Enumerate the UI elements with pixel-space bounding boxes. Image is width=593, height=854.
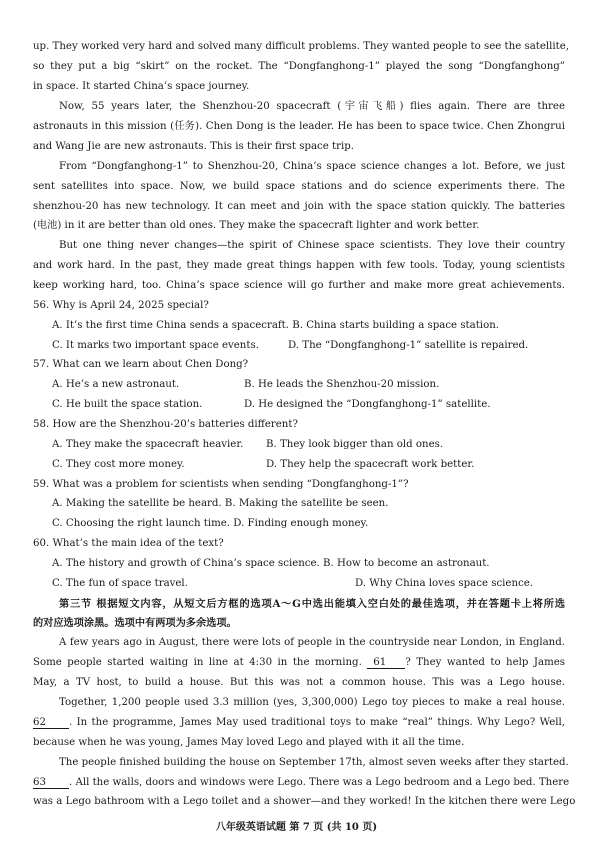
passage-line: Together, 1,200 people used 3.3 million (yes, 3,300,000) Lego toy pieces to make a real house. <box>59 697 565 708</box>
question-57-option-d: D. He designed the “Dongfanghong-1” satellite. <box>244 399 491 410</box>
section-3-instruction-cont: 的对应选项涂黑。选项中有两项为多余选项。 <box>33 617 237 629</box>
passage-line-with-blank <box>33 656 565 670</box>
question-57-option-a: A. He’s a new astronaut. <box>52 379 180 390</box>
passage-line: But one thing never changes—the spirit of Chinese space scientists. They love their country <box>59 240 565 251</box>
passage-line: because when he was young, James May loved Lego and played with it all the time. <box>33 737 465 748</box>
passage-line: astronauts in this mission (任务). Chen Dong is the leader. He has been to space twice. Chen Zhongrui <box>33 121 565 132</box>
question-59-options-ab: A. Making the satellite be heard. B. Making the satellite be seen. <box>52 498 389 509</box>
passage-line: shenzhou-20 has new technology. It can meet and join with the space station quickly. The batteries <box>33 201 565 212</box>
passage-line: keep working hard, too. China’s space science will go further and make more great achievements. <box>33 280 565 291</box>
blank-62: 62 <box>33 717 69 729</box>
passage-line: (电池) in it are better than old ones. They make the spacecraft lighter and work better. <box>33 220 480 231</box>
passage-line: in space. It started China’s space journey. <box>33 81 250 92</box>
question-60: 60. What’s the main idea of the text? <box>33 538 224 549</box>
passage-line: sent satellites into space. Now, we build space stations and do science experiments there. The <box>33 181 565 192</box>
question-60-option-d: D. Why China loves space science. <box>355 578 533 589</box>
passage-line-with-blank <box>33 776 570 790</box>
passage-text: Some people started waiting in line at 4:30 in the morning. <box>33 657 362 668</box>
question-56-option-c: C. It marks two important space events. <box>52 340 259 351</box>
question-58-option-d: D. They help the spacecraft work better. <box>266 459 475 470</box>
passage-line: From “Dongfanghong-1” to Shenzhou-20, China’s space science changes a lot. Before, we just <box>59 161 565 172</box>
passage-text: . In the programme, James May used traditional toys to make “real” things. Why Lego? Well, <box>69 717 565 728</box>
question-56-option-d: D. The “Dongfanghong-1” satellite is repaired. <box>288 340 529 351</box>
question-56-options-ab: A. It’s the first time China sends a spacecraft. B. China starts building a space station. <box>52 320 500 331</box>
question-58-option-c: C. They cost more money. <box>52 459 185 470</box>
passage-line: Now, 55 years later, the Shenzhou-20 spacecraft (宇宙飞船) flies again. There are three <box>59 101 565 112</box>
passage-line: was a Lego bathroom with a Lego toilet and a shower—and they worked! In the kitchen there were Lego <box>33 796 576 807</box>
passage-text: ? They wanted to help James <box>405 657 565 668</box>
passage-line: and work hard. In the past, they made great things happen with few tools. Today, young scientists <box>33 260 565 271</box>
passage-text: . All the walls, doors and windows were Lego. There was a Lego bedroom and a Lego bed. There <box>69 777 570 788</box>
passage-line: so they put a big “skirt” on the rocket. The “Dongfanghong-1” played the song “Dongfanghong” <box>33 61 565 72</box>
passage-line: up. They worked very hard and solved many difficult problems. They wanted people to see the satellite, <box>33 41 570 52</box>
blank-61: 61 <box>367 657 405 669</box>
question-59-options-cd: C. Choosing the right launch time. D. Finding enough money. <box>52 518 369 529</box>
question-60-options-ab: A. The history and growth of China’s space science. B. How to become an astronaut. <box>52 558 490 569</box>
question-58: 58. How are the Shenzhou-20’s batteries different? <box>33 419 298 430</box>
passage-line-with-blank <box>33 716 565 730</box>
question-58-option-a: A. They make the spacecraft heavier. <box>52 439 244 450</box>
question-60-option-c: C. The fun of space travel. <box>52 578 188 589</box>
passage-line: The people finished building the house on September 17th, almost seven weeks after they started. <box>59 757 569 768</box>
passage-line: and Wang Jie are new astronauts. This is their first space trip. <box>33 141 354 152</box>
question-57-option-b: B. He leads the Shenzhou-20 mission. <box>244 379 440 390</box>
question-57-option-c: C. He built the space station. <box>52 399 203 410</box>
question-56: 56. Why is April 24, 2025 special? <box>33 300 209 311</box>
page-footer: 八年级英语试题 第 7 页 (共 10 页) <box>215 822 378 833</box>
blank-63: 63 <box>33 777 69 789</box>
question-59: 59. What was a problem for scientists when sending “Dongfanghong-1”? <box>33 479 409 490</box>
section-3-instruction: 第三节 根据短文内容，从短文后方框的选项A～G中选出能填入空白处的最佳选项，并在答题卡上将所选 <box>59 598 565 610</box>
passage-line: May, a TV host, to build a house. But this was not a common house. This was a Lego house. <box>33 677 565 688</box>
passage-line: A few years ago in August, there were lots of people in the countryside near London, in England. <box>59 637 565 648</box>
question-57: 57. What can we learn about Chen Dong? <box>33 359 249 370</box>
question-58-option-b: B. They look bigger than old ones. <box>266 439 444 450</box>
